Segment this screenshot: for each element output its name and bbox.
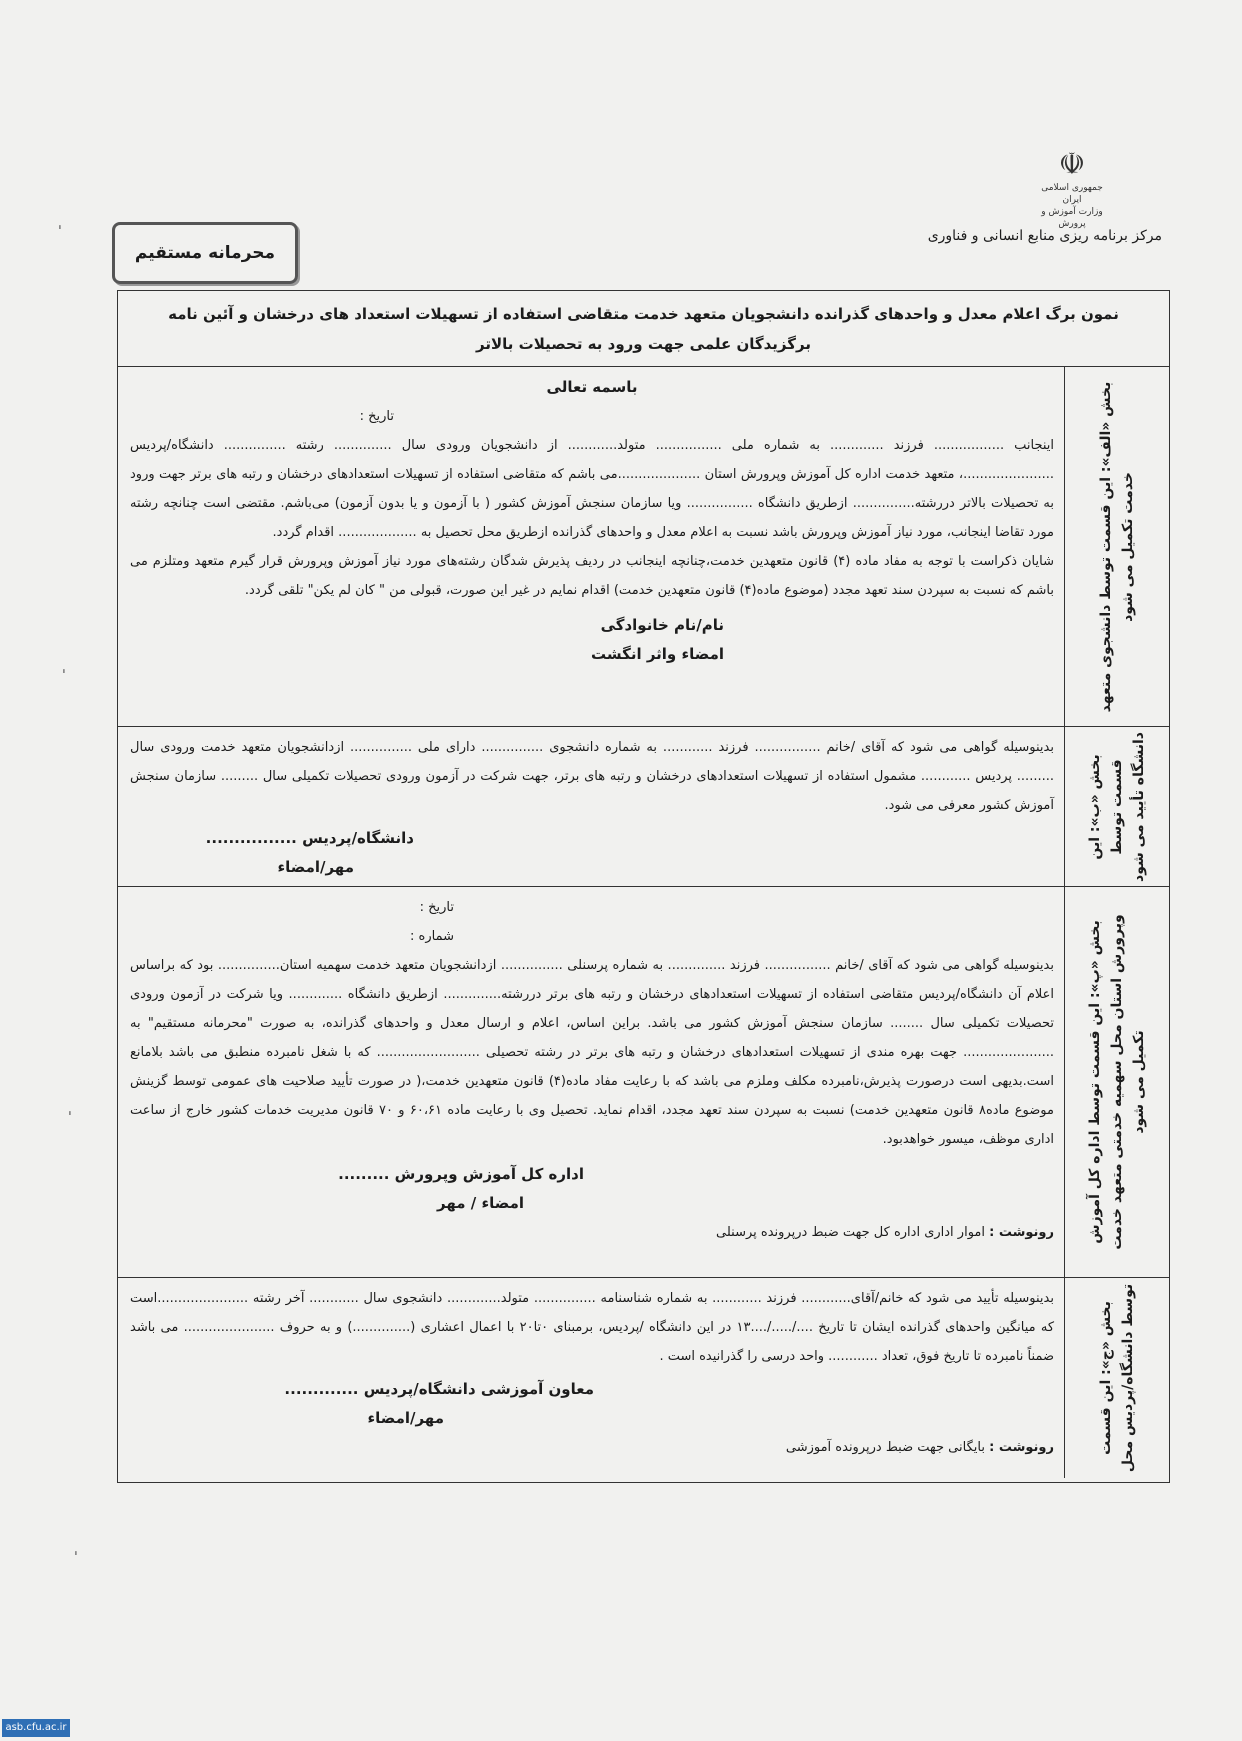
carbon-copy-text: بایگانی جهت ضبط درپرونده آموزشی: [785, 1440, 985, 1455]
section-be-label: بخش «ب»: این قسمت توسط دانشگاه تأیید می شود: [1087, 731, 1147, 882]
date-label: تاریخ :: [359, 409, 394, 424]
section-jim: [118, 1278, 1169, 1478]
section-pe-side: [1064, 887, 1169, 1277]
carbon-copy: [130, 1218, 1054, 1247]
section-be: [118, 727, 1169, 887]
margin-tick: ˈ: [74, 1550, 78, 1566]
carbon-copy: [130, 1433, 1054, 1462]
section-pe-label: بخش «پ»: این قسمت توسط اداره کل آموزش وپرورش استان محل سهمیه خدمتی متعهد خدمت تکمیل می شود: [1087, 914, 1147, 1250]
emblem-line2: وزارت آموزش و پرورش: [1041, 207, 1103, 229]
section-alef: [118, 367, 1169, 727]
emblem-line1: جمهوری اسلامی ایران: [1041, 183, 1103, 205]
section-jim-content: [118, 1278, 1064, 1478]
signature-fingerprint: امضاء واثر انگشت: [590, 645, 724, 663]
section-alef-side: [1064, 367, 1169, 726]
carbon-copy-label: رونوشت :: [989, 1440, 1054, 1455]
carbon-copy-text: اموار اداری اداره کل جهت ضبط درپرونده پرسنلی: [716, 1225, 985, 1240]
org-name: مرکز برنامه ریزی منابع انسانی و فناوری: [927, 228, 1162, 244]
signature-seal: امضاء / مهر: [437, 1194, 524, 1212]
signature-education-office: اداره کل آموزش وپرورش .........: [338, 1165, 584, 1183]
signature-university: دانشگاه/پردیس ................: [205, 829, 414, 847]
margin-tick: ˈ: [68, 1110, 72, 1126]
commitment-paragraph: شایان ذکراست با توجه به مفاد ماده (۴) قانون متعهدین خدمت،چنانچه اینجانب در ردیف پذیرش شدگان رشته‌های مورد نیاز آموزش وپرورش قرار گیرم متعهد ومتلزم می باشم که نسبت به سپردن سند تعهد مجدد (موضوع ماده(۴) قانون متعهدین خدمت) اقدام نمایم در غیر این صورت، قبولی من " کان لم یکن" تلقی گردد.: [130, 554, 1054, 598]
signature-seal: مهر/امضاء: [367, 1409, 444, 1427]
emblem-icon: ☫: [1058, 147, 1086, 182]
section-jim-side: [1064, 1278, 1169, 1478]
section-be-side: [1064, 727, 1169, 886]
section-pe: [118, 887, 1169, 1278]
request-form: [117, 290, 1170, 1483]
date-label: تاریخ :: [419, 900, 454, 915]
education-office-paragraph: بدینوسیله گواهی می شود که آقای /خانم ................ فرزند .............. به شماره پرسنلی ............... ازدانشجویان متعهد خدمت سهمیه استان............... بود که براساس اعلام آن دانشگاه/پردیس متقاضی استفاده از تسهیلات استعدادهای درخشان و رتبه های برتر دررشته.............. ازطریق دانشگاه ............. ویا شرکت در آزمون ورودی تحصیلات تکمیلی سال ........ سازمان سنجش آموزش کشور می باشد. براین اساس، اعلام و ارسال معدل و واحدهای گذرانده، به صورت "محرمانه مستقیم" به ...................... جهت بهره مندی از تسهیلات استعدادهای درخشان و رتبه های برتر در رشته تحصیلی ......................... که با شغل نامبرده منطبق می باشد بلامانع است.بدیهی است درصورت پذیرش،نامبرده مکلف وملزم می باشد که با رعایت مفاد ماده(۴) قانون متعهدین خدمت،( در صورت تأیید صلاحیت های عمومی توسط گزینش موضوع ماده۸ قانون متعهدین خدمت) نسبت به سپردن سند تعهد مجدد، اقدام نماید. تحصیل وی با رعایت ماده ۶۰،۶۱ و ۷۰ قانون مدیریت خدمات کشور خارج از ساعت اداری موظف، میسور خواهدبود.: [130, 958, 1054, 1147]
gpa-paragraph: بدینوسیله تأیید می شود که خانم/آقای............ فرزند ............ به شماره شناسنامه ............... متولد............. دانشجوی سال ............ آخر رشته ......................است که میانگین واحدهای گذرانده ایشان تا تاریخ ..../...../....۱۳ در این دانشگاه /پردیس، برمبنای ۰تا۲۰ با اعمال اعشاری (..............) و به حروف ...................... می باشد ضمناً نامبرده تا تاریخ فوق، تعداد ............ واحد درسی را گذرانیده است .: [130, 1291, 1055, 1364]
signature-deputy: معاون آموزشی دانشگاه/پردیس .............: [284, 1380, 594, 1398]
signature-name: نام/نام خانوادگی: [600, 616, 724, 634]
emblem: [1032, 147, 1112, 229]
university-certificate-paragraph: بدینوسیله گواهی می شود که آقای /خانم ................ فرزند ............ به شماره دانشجوی ............... دارای ملی ............... ازدانشجویان متعهد خدمت ورودی سال ......... پردیس ............ مشمول استفاده از تسهیلات استعدادهای درخشان و رتبه های برتر، جهت شرکت در آزمون ورودی تحصیلات تکمیلی سال ......... سازمان سنجش آموزش کشور معرفی می شود.: [130, 740, 1054, 813]
number-label: شماره :: [410, 929, 454, 944]
carbon-copy-label: رونوشت :: [989, 1225, 1054, 1240]
margin-tick: ˈ: [58, 224, 62, 240]
form-title: نمون برگ اعلام معدل و واحدهای گذرانده دانشجویان متعهد خدمت متقاضی استفاده از تسهیلات استعداد های درخشان و آئین نامه برگزیدگان علمی جهت ورود به تحصیلات بالاتر: [118, 291, 1169, 367]
section-jim-label: بخش «ج»: این قسمت توسط دانشگاه/پردیس محل: [1098, 1283, 1136, 1473]
confidential-label: محرمانه مستقیم: [112, 222, 298, 284]
section-pe-content: [118, 887, 1064, 1277]
section-alef-label: بخش «الف»: این قسمت توسط دانشجوی متعهد خدمت تکمیل می شود: [1098, 381, 1136, 712]
section-be-content: [118, 727, 1064, 886]
site-watermark: asb.cfu.ac.ir: [2, 1719, 70, 1737]
signature-seal: مهر/امضاء: [277, 858, 354, 876]
margin-tick: ˈ: [62, 668, 66, 684]
section-heading: باسمه تعالی: [546, 378, 638, 396]
applicant-paragraph: اینجانب ................. فرزند ............. به شماره ملی ................ متولد............ از دانشجویان ورودی سال .............. رشته ............... دانشگاه/پردیس ......................، متعهد خدمت اداره کل آموزش وپرورش استان ....................می باشم که متقاضی استفاده از تسهیلات استعدادهای درخشان و رتبه های برتر جهت ورود به تحصیلات بالاتر دررشته............... ازطریق دانشگاه ................ ویا سازمان سنجش آموزش کشور ( با آزمون و یا بدون آزمون) می‌باشم. مقتضی است چنانچه رشته مورد تقاضا اینجانب، مورد نیاز آموزش وپرورش باشد نسبت به اعلام معدل و واحدهای گذرانده ازطریق محل تحصیل به ................... اقدام گردد.: [130, 438, 1054, 540]
section-alef-content: [118, 367, 1064, 726]
